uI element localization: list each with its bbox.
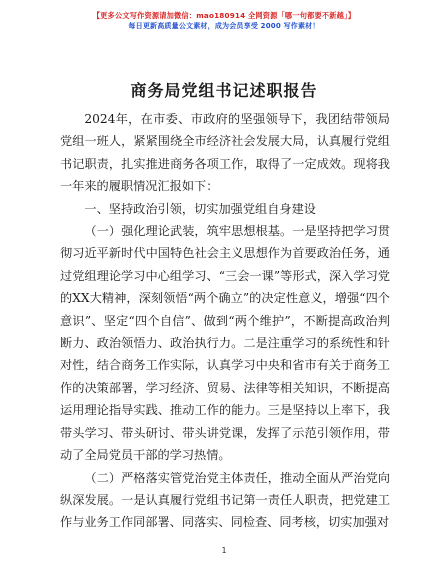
section-heading: 一、坚持政治引领，切实加强党组自身建设: [84, 201, 316, 216]
header-banner: [0, 10, 448, 32]
document-title: 商务局党组书记述职报告: [130, 81, 318, 100]
document-body: [60, 108, 390, 534]
body-paragraph: （一）强化理论武装，筑牢思想根基。一是坚持把学习贯彻习近平新时代中国特色社会主义思想作为首要政治任务，通过党组理论学习中心组学习、“三会一课”等形式，深入学习党的XX大精神，深刻领悟“两个确立”的决定性意义，增强“四个意识”、坚定“四个自信”、做到“两个维护”，不断提高政治判断力、政治领悟力、政治执行力。二是注重学习的系统性和针对性，结合商务工作实际，认真学习中央和省市有关于商务工作的决策部署，学习经济、贸易、法律等相关知识，不断提高运用理论指导实践、推动工作的能力。三是坚持以上率下，我带头学习、带头研讨、带头讲党课，发挥了示范引领作用，带动了全局党员干部的学习热情。: [60, 224, 390, 463]
page-number: 1: [221, 546, 227, 555]
banner-promo-line: 【更多公文写作资源请加微信：mao180914 全网资源「哪一句都要不新越」】: [92, 11, 356, 20]
body-paragraph: （二）严格落实管党治党主体责任，推动全面从严治党向纵深发展。一是认真履行党组书记第一责任人职责，把党建工作与业务工作同部署、同落实、同检查、同考核，切实加强对: [60, 470, 390, 530]
banner-member-line: 每日更新高质量公文素材，成为会员享受 2000 写作素材！: [128, 22, 320, 30]
intro-paragraph: 2024年，在市委、市政府的坚强领导下，我团结带领局党组一班人，紧紧围绕全市经济社会发展大局，认真履行党组书记职责，扎实推进商务各项工作，取得了一定成效。现将我一年来的履职情况汇报如下：: [60, 112, 390, 194]
